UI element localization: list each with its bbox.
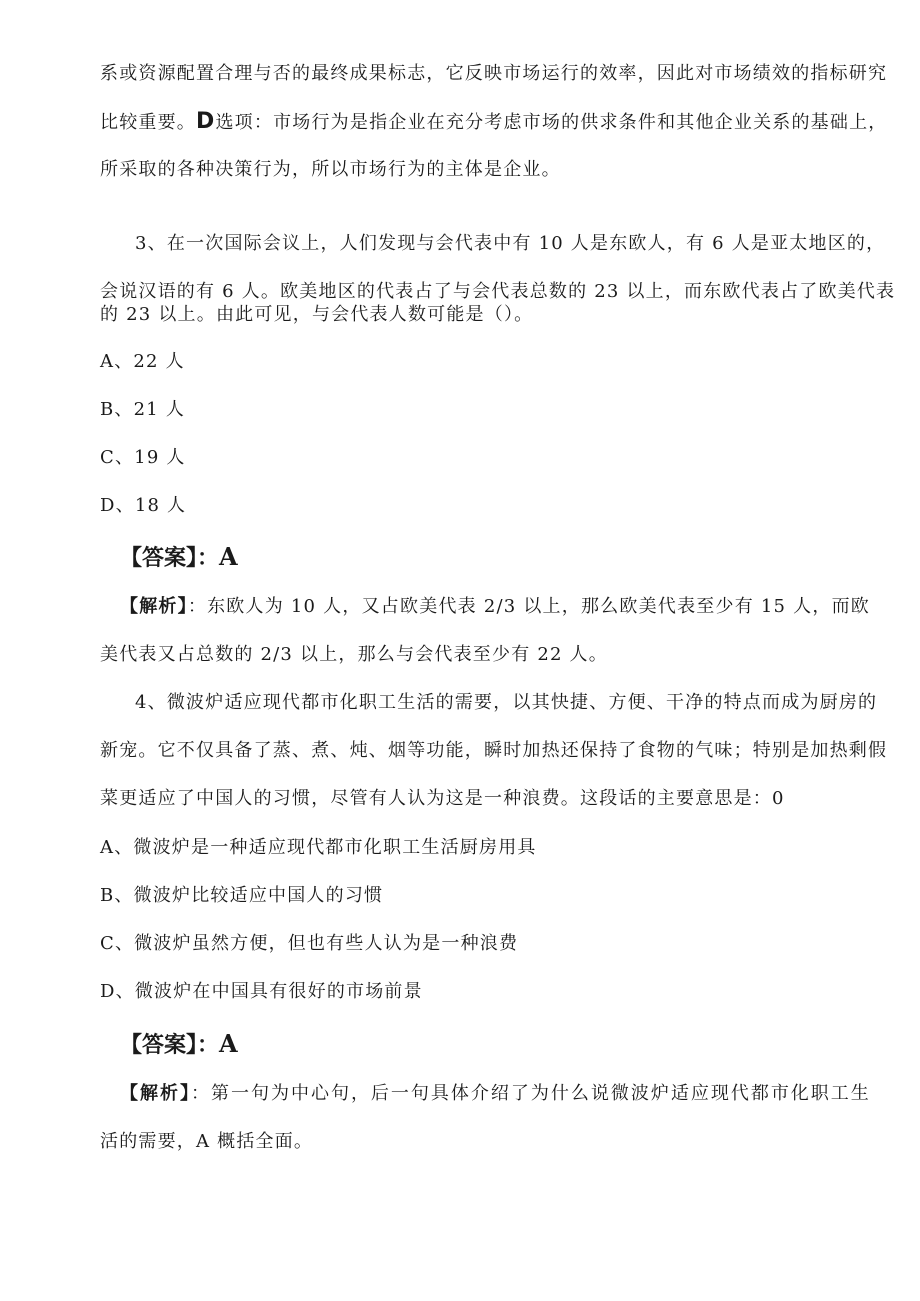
prev-explanation-line-2 (100, 109, 888, 135)
q3-option-a: A、22 人 (100, 351, 185, 372)
q4-stem-line-1: 4、微波炉适应现代都市化职工生活的需要，以其快捷、方便、干净的特点而成为厨房的 (135, 692, 878, 713)
q3-option-d: D、18 人 (100, 495, 187, 516)
q4-option-b: B、微波炉比较适应中国人的习惯 (100, 885, 384, 906)
prev-explanation-line-3: 所采取的各种决策行为，所以市场行为的主体是企业。 (100, 159, 561, 180)
q3-answer (120, 542, 238, 574)
q4-analysis-line-1 (120, 1082, 870, 1106)
q3-option-b: B、21 人 (100, 399, 186, 420)
q4-answer-label: 【答案】： (120, 1033, 220, 1058)
q4-analysis-line-2: 活的需要，A 概括全面。 (100, 1131, 314, 1152)
q4-option-c: C、微波炉虽然方便，但也有些人认为是一种浪费 (100, 933, 519, 954)
q4-stem-line-3: 菜更适应了中国人的习惯，尽管有人认为这是一种浪费。这段话的主要意思是：0 (100, 788, 785, 809)
q3-analysis-line-1 (120, 595, 870, 619)
prev-explanation-text-a: 比较重要。 (100, 112, 196, 133)
q3-analysis-label: 【解析】 (120, 596, 188, 617)
prev-explanation-line-1: 系或资源配置合理与否的最终成果标志，它反映市场运行的效率，因此对市场绩效的指标研究 (100, 63, 888, 84)
q3-stem-line-1: 3、在一次国际会议上，人们发现与会代表中有 10 人是东欧人，有 6 人是亚太地区的， (135, 233, 886, 254)
prev-explanation-text-b: 选项：市场行为是指企业在充分考虑市场的供求条件和其他企业关系的基础上， (215, 112, 888, 133)
q3-analysis-line-2: 美代表又占总数的 2/3 以上，那么与会代表至少有 22 人。 (100, 644, 608, 665)
q3-option-c: C、19 人 (100, 447, 186, 468)
q4-analysis-label: 【解析】 (120, 1083, 191, 1104)
q3-answer-value: A (219, 542, 238, 571)
q3-stem-line-2: 会说汉语的有 6 人。欧美地区的代表占了与会代表总数的 23 以上，而东欧代表占了欧美代表 (100, 281, 896, 302)
q4-analysis-text: ：第一句为中心句，后一句具体介绍了为什么说微波炉适应现代都市化职工生 (190, 1083, 870, 1104)
q3-analysis-text: ：东欧人为 10 人，又占欧美代表 2/3 以上，那么欧美代表至少有 15 人，而欧 (187, 596, 870, 617)
q4-stem-line-2: 新宠。它不仅具备了蒸、煮、炖、烟等功能，瞬时加热还保持了食物的气味；特别是加热剩假 (100, 740, 888, 761)
q3-stem-line-3: 的 23 以上。由此可见，与会代表人数可能是（）。 (100, 304, 534, 325)
q4-answer (120, 1029, 238, 1061)
q3-answer-label: 【答案】： (120, 546, 220, 571)
option-d-label: D (196, 109, 216, 134)
q4-option-a: A、微波炉是一种适应现代都市化职工生活厨房用具 (100, 837, 537, 858)
q4-option-d: D、微波炉在中国具有很好的市场前景 (100, 981, 423, 1002)
q4-answer-value: A (219, 1029, 238, 1058)
